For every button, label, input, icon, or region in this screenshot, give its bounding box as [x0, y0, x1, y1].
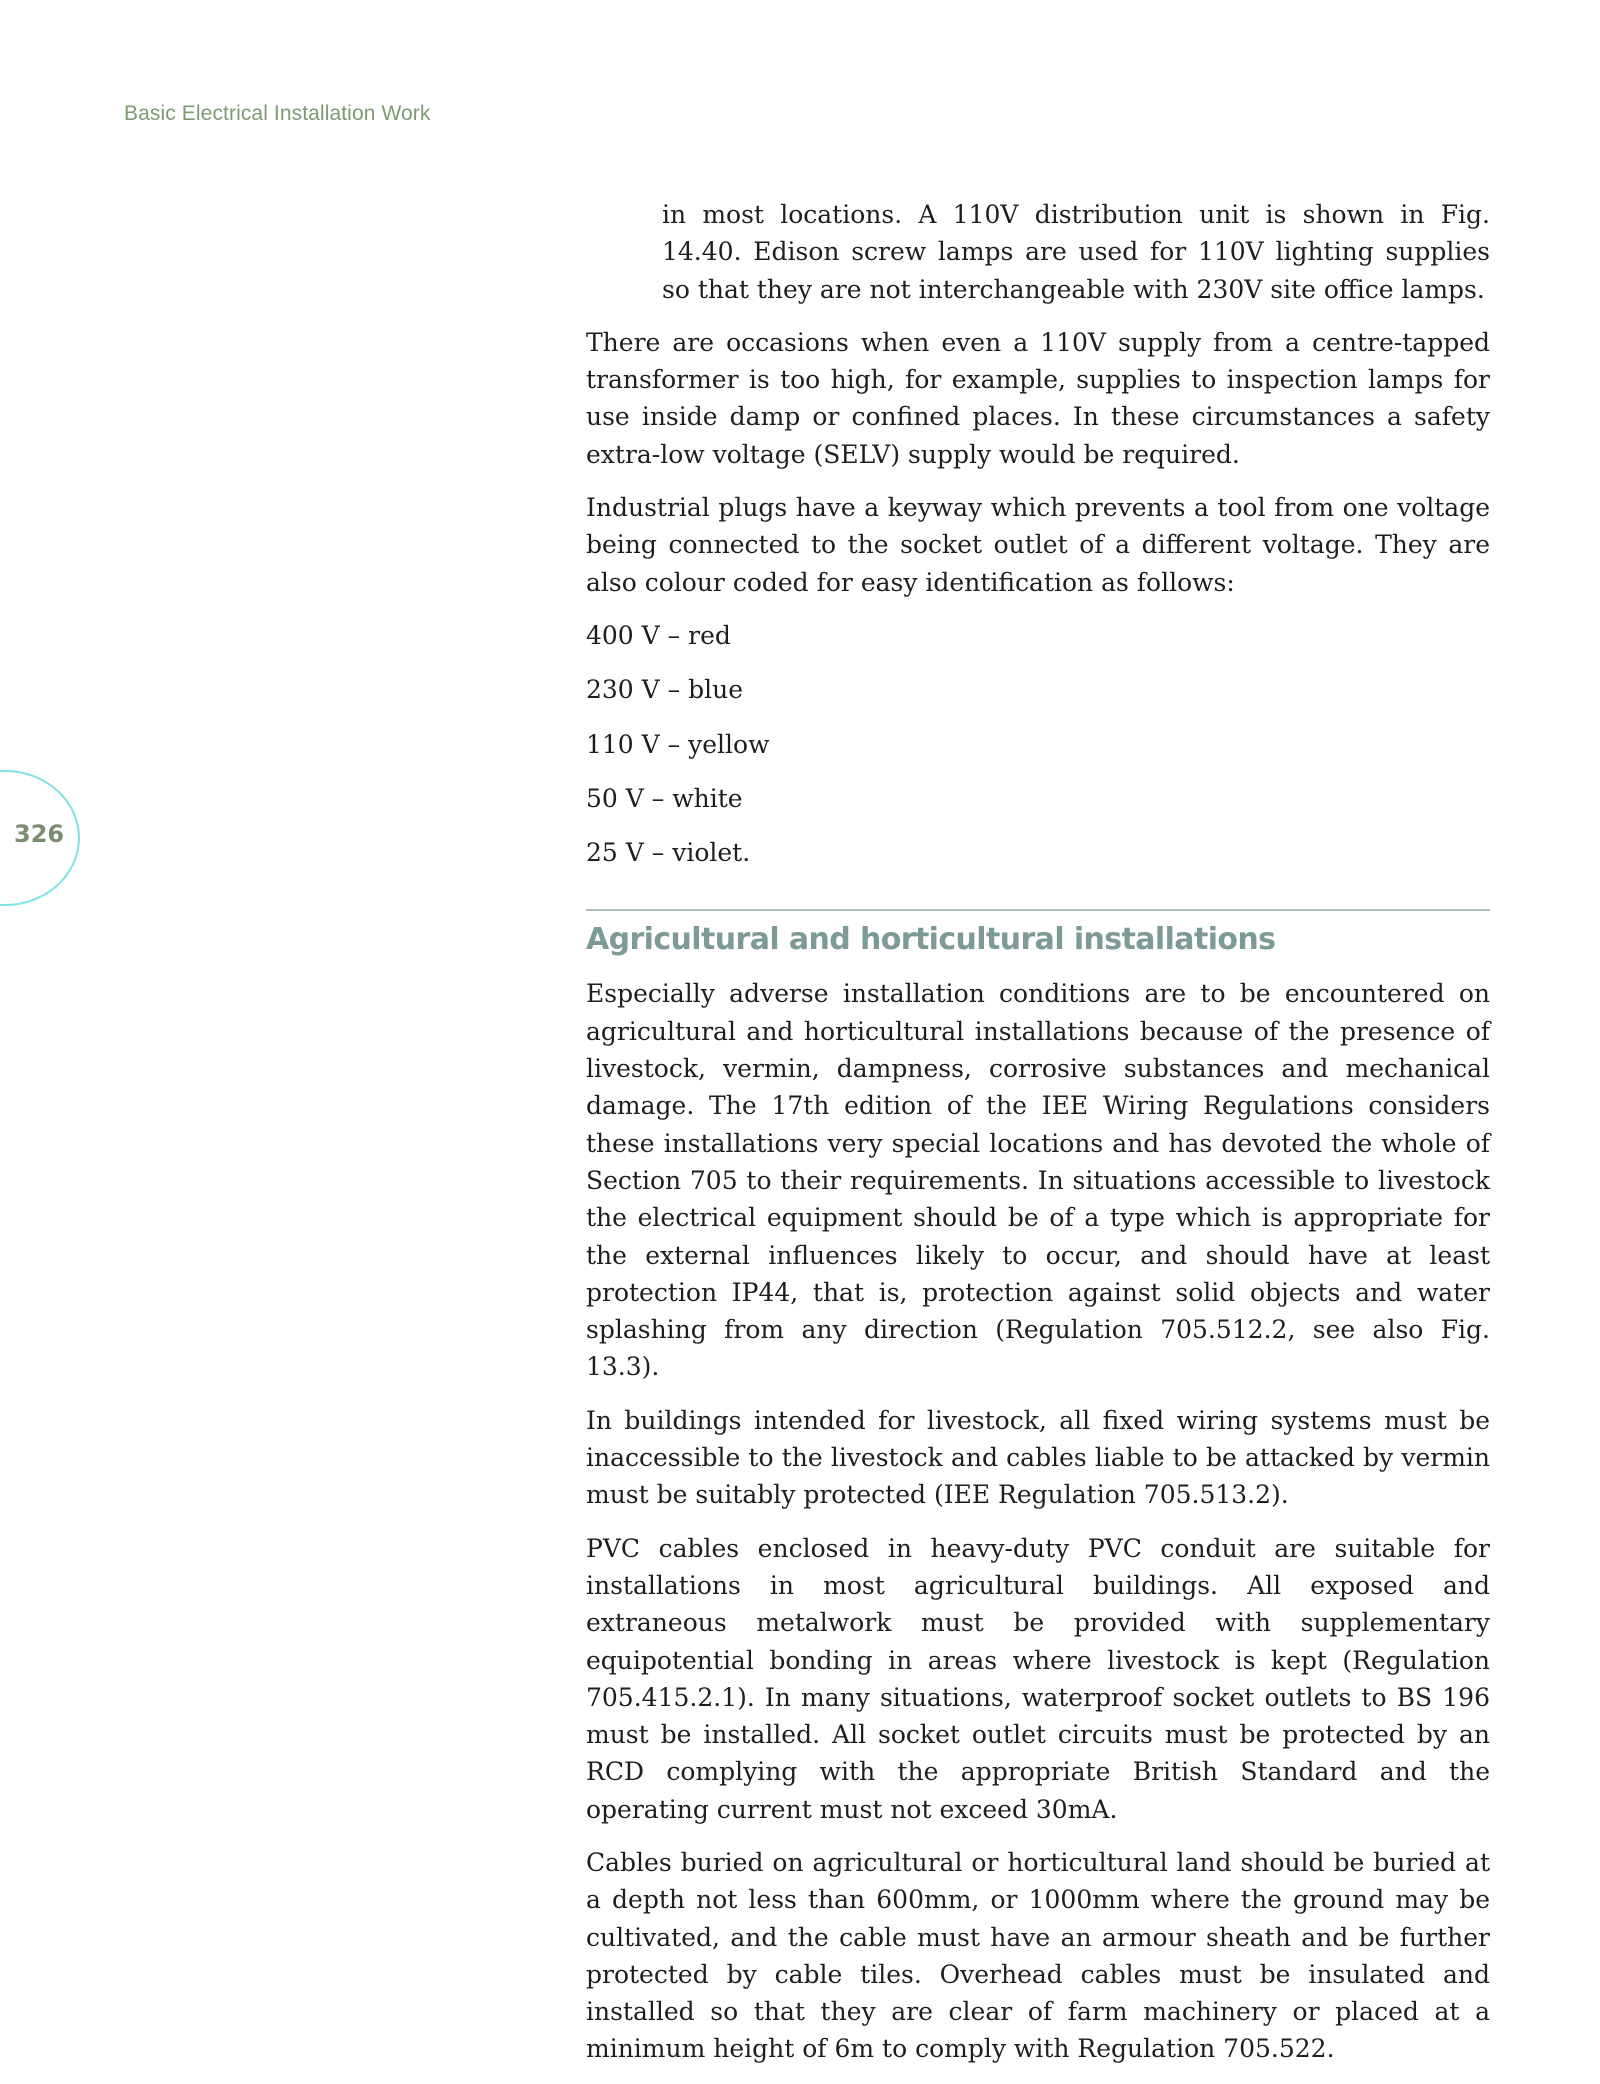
paragraph-livestock-wiring: In buildings intended for livestock, all fixed wiring systems must be inaccessible to the livestock and cables liable to be attacked by vermin must be suitably protected (IEE Regulation 705.513.2). [586, 1405, 1490, 1510]
colour-code-item: 110 V – yellow [586, 729, 770, 759]
paragraph-pvc-cables: PVC cables enclosed in heavy-duty PVC conduit are suitable for installations in most agricultural buildings. All exposed and extraneous metalwork must be provided with supplementary equipotential bonding in areas where livestock is kept (Regulation 705.415.2.1). In many situations, waterproof socket outlets to BS 196 must be installed. All socket outlet circuits must be protected by an RCD complying with the appropriate British Standard and the operating current must not exceed 30mA. [586, 1533, 1490, 1824]
colour-code-list [586, 617, 1490, 871]
section-divider [586, 909, 1490, 911]
paragraph-buried-cables: Cables buried on agricultural or horticultural land should be buried at a depth not less than 600mm, or 1000mm where the ground may be cultivated, and the cable must have an armour sheath and be further protected by cable tiles. Overhead cables must be insulated and installed so that they are clear of farm machinery or placed at a minimum height of 6m to comply with Regulation 705.522. [586, 1847, 1490, 2064]
paragraph-selv: There are occasions when even a 110V supply from a centre-tapped transformer is too high, for example, supplies to inspection lamps for use inside damp or confined places. In these circumstances a safety extra-low voltage (SELV) supply would be required. [586, 327, 1490, 469]
paragraph-industrial-plugs: Industrial plugs have a keyway which prevents a tool from one voltage being connected to the socket outlet of a different voltage. They are also colour coded for easy identification as follows: [586, 493, 1490, 597]
section-heading: Agricultural and horticultural installations [586, 922, 1276, 958]
colour-code-item: 230 V – blue [586, 675, 744, 705]
continued-paragraph: in most locations. A 110V distribution unit is shown in Fig. 14.40. Edison screw lamps are used for 110V lighting supplies so that they are not interchangeable with 230V site office lamps. [662, 200, 1490, 304]
body-text [586, 196, 1490, 2084]
page-number: 326 [14, 820, 65, 848]
running-head: Basic Electrical Installation Work [124, 102, 431, 125]
colour-code-item: 50 V – white [586, 783, 743, 813]
colour-code-item: 400 V – red [586, 620, 731, 650]
colour-code-item: 25 V – violet. [586, 838, 751, 868]
paragraph-adverse-conditions: Especially adverse installation conditions are to be encountered on agricultural and horticultural installations because of the presence of livestock, vermin, dampness, corrosive substances and mechanical damage. The 17th edition of the IEE Wiring Regulations considers these installations very special locations and has devoted the whole of Section 705 to their requirements. In situations accessible to livestock the electrical equipment should be of a type which is appropriate for the external influences likely to occur, and should have at least protection IP44, that is, protection against solid objects and water splashing from any direction (Regulation 705.512.2, see also Fig. 13.3). [586, 979, 1490, 1382]
